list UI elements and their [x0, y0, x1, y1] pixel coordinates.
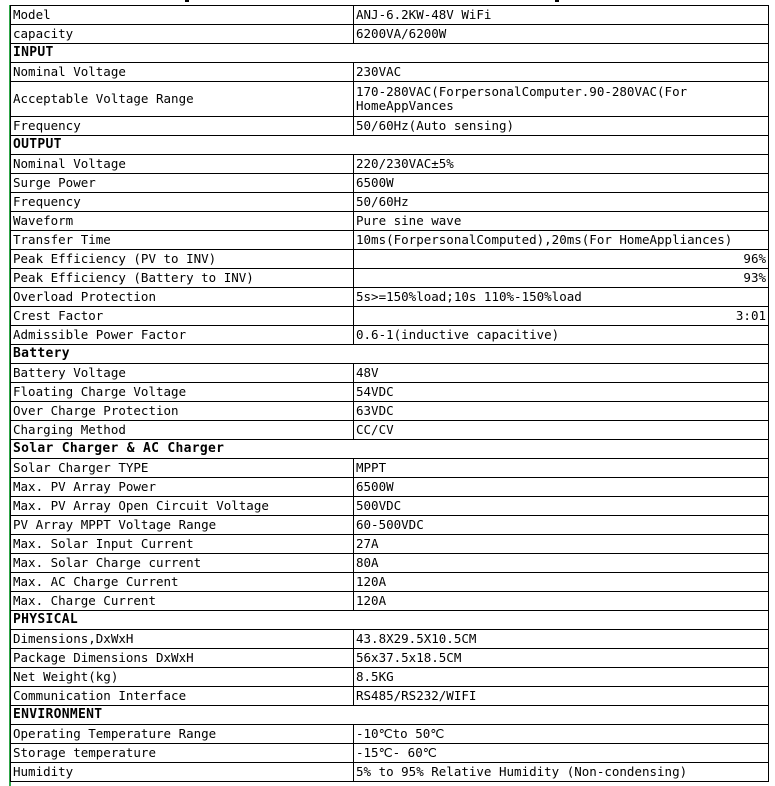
spec-label: Max. PV Array Power: [11, 478, 354, 497]
spec-label: Storage temperature: [11, 744, 354, 763]
spec-row: [11, 6, 769, 25]
spec-row: [11, 82, 769, 117]
spec-value: 6200VA/6200W: [354, 25, 769, 44]
spec-row: [11, 497, 769, 516]
spec-row: [11, 516, 769, 535]
spec-row: [11, 402, 769, 421]
spec-label: Waveform: [11, 212, 354, 231]
section-header-row: [11, 136, 769, 155]
spec-row: [11, 212, 769, 231]
spec-value: 230VAC: [354, 63, 769, 82]
spec-value: 8.5KG: [354, 668, 769, 687]
section-header-row: [11, 611, 769, 630]
section-header-row: [11, 44, 769, 63]
spec-label: Frequency: [11, 117, 354, 136]
spec-label: Peak Efficiency (Battery to INV): [11, 269, 354, 288]
spec-value: 27A: [354, 535, 769, 554]
section-header-row: [11, 440, 769, 459]
spec-label: Dimensions,DxWxH: [11, 630, 354, 649]
spec-row: [11, 117, 769, 136]
spec-label: Transfer Time: [11, 231, 354, 250]
section-header-row: [11, 706, 769, 725]
spec-row: [11, 231, 769, 250]
spec-row: [11, 592, 769, 611]
spec-row: [11, 478, 769, 497]
spec-label: Max. AC Charge Current: [11, 573, 354, 592]
spec-value: 0.6-1(inductive capacitive): [354, 326, 769, 345]
spec-label: Charging Method: [11, 421, 354, 440]
spec-value: 120A: [354, 592, 769, 611]
spec-row: [11, 269, 769, 288]
spec-label: Solar Charger TYPE: [11, 459, 354, 478]
section-header-row: [11, 345, 769, 364]
spec-value: 56x37.5x18.5CM: [354, 649, 769, 668]
spec-row: [11, 250, 769, 269]
spec-value: MPPT: [354, 459, 769, 478]
spec-value: 96%: [354, 250, 769, 269]
spec-row: [11, 383, 769, 402]
spec-label: Overload Protection: [11, 288, 354, 307]
spec-row: [11, 155, 769, 174]
spec-value: 63VDC: [354, 402, 769, 421]
spec-value: 50/60Hz(Auto sensing): [354, 117, 769, 136]
section-title: OUTPUT: [11, 136, 769, 155]
spec-value: 10ms(ForpersonalComputed),20ms(For HomeAppliances): [354, 231, 769, 250]
top-crop-mark: [555, 0, 559, 2]
spec-value: 60-500VDC: [354, 516, 769, 535]
spec-row: [11, 687, 769, 706]
section-title: Battery: [11, 345, 769, 364]
spec-label: capacity: [11, 25, 354, 44]
spec-label: Admissible Power Factor: [11, 326, 354, 345]
spec-row: [11, 193, 769, 212]
spec-label: Nominal Voltage: [11, 155, 354, 174]
spec-label: Max. Solar Input Current: [11, 535, 354, 554]
spec-label: Over Charge Protection: [11, 402, 354, 421]
spec-label: Max. Solar Charge current: [11, 554, 354, 573]
spec-row: [11, 763, 769, 782]
spec-label: Surge Power: [11, 174, 354, 193]
spec-value: 5s>=150%load;10s 110%-150%load: [354, 288, 769, 307]
spec-value: 170-280VAC(ForpersonalComputer.90-280VAC(For HomeAppVances: [354, 82, 769, 117]
spec-value: 120A: [354, 573, 769, 592]
section-title: PHYSICAL: [11, 611, 769, 630]
specification-table-body: [11, 6, 769, 782]
spec-value: 3:01: [354, 307, 769, 326]
spec-row: [11, 25, 769, 44]
spec-label: Model: [11, 6, 354, 25]
spec-label: Battery Voltage: [11, 364, 354, 383]
specification-table: [10, 5, 769, 782]
spec-row: [11, 744, 769, 763]
section-title: INPUT: [11, 44, 769, 63]
spec-value: 48V: [354, 364, 769, 383]
spec-row: [11, 649, 769, 668]
spec-row: [11, 288, 769, 307]
spec-label: Max. Charge Current: [11, 592, 354, 611]
spec-value: RS485/RS232/WIFI: [354, 687, 769, 706]
spec-label: Frequency: [11, 193, 354, 212]
section-title: Solar Charger & AC Charger: [11, 440, 769, 459]
spec-row: [11, 668, 769, 687]
spec-row: [11, 174, 769, 193]
spec-row: [11, 725, 769, 744]
spec-row: [11, 554, 769, 573]
spec-value: -10℃to 50℃: [354, 725, 769, 744]
spec-value: ANJ-6.2KW-48V WiFi: [354, 6, 769, 25]
spec-value: 220/230VAC±5%: [354, 155, 769, 174]
spec-row: [11, 326, 769, 345]
spec-label: Nominal Voltage: [11, 63, 354, 82]
spec-row: [11, 535, 769, 554]
spec-value: 50/60Hz: [354, 193, 769, 212]
spec-row: [11, 573, 769, 592]
spec-row: [11, 307, 769, 326]
spec-label: Net Weight(kg): [11, 668, 354, 687]
spec-value: 93%: [354, 269, 769, 288]
spec-row: [11, 364, 769, 383]
section-title: ENVIRONMENT: [11, 706, 769, 725]
spec-label: Crest Factor: [11, 307, 354, 326]
spec-label: Operating Temperature Range: [11, 725, 354, 744]
spec-value: 54VDC: [354, 383, 769, 402]
spec-label: Acceptable Voltage Range: [11, 82, 354, 117]
spec-value: 80A: [354, 554, 769, 573]
spec-label: Humidity: [11, 763, 354, 782]
spec-label: Max. PV Array Open Circuit Voltage: [11, 497, 354, 516]
spec-row: [11, 421, 769, 440]
spec-sheet: [10, 5, 768, 782]
top-crop-mark: [185, 0, 189, 2]
spec-label: Floating Charge Voltage: [11, 383, 354, 402]
spec-label: Communication Interface: [11, 687, 354, 706]
spec-value: -15℃- 60℃: [354, 744, 769, 763]
spec-row: [11, 63, 769, 82]
spec-row: [11, 459, 769, 478]
spec-label: Peak Efficiency (PV to INV): [11, 250, 354, 269]
spec-value: Pure sine wave: [354, 212, 769, 231]
spec-value: 500VDC: [354, 497, 769, 516]
spec-value: 43.8X29.5X10.5CM: [354, 630, 769, 649]
spec-value: 6500W: [354, 174, 769, 193]
spec-value: 6500W: [354, 478, 769, 497]
spec-row: [11, 630, 769, 649]
spec-value: 5% to 95% Relative Humidity (Non-condensing): [354, 763, 769, 782]
spec-label: Package Dimensions DxWxH: [11, 649, 354, 668]
spec-label: PV Array MPPT Voltage Range: [11, 516, 354, 535]
spec-value: CC/CV: [354, 421, 769, 440]
